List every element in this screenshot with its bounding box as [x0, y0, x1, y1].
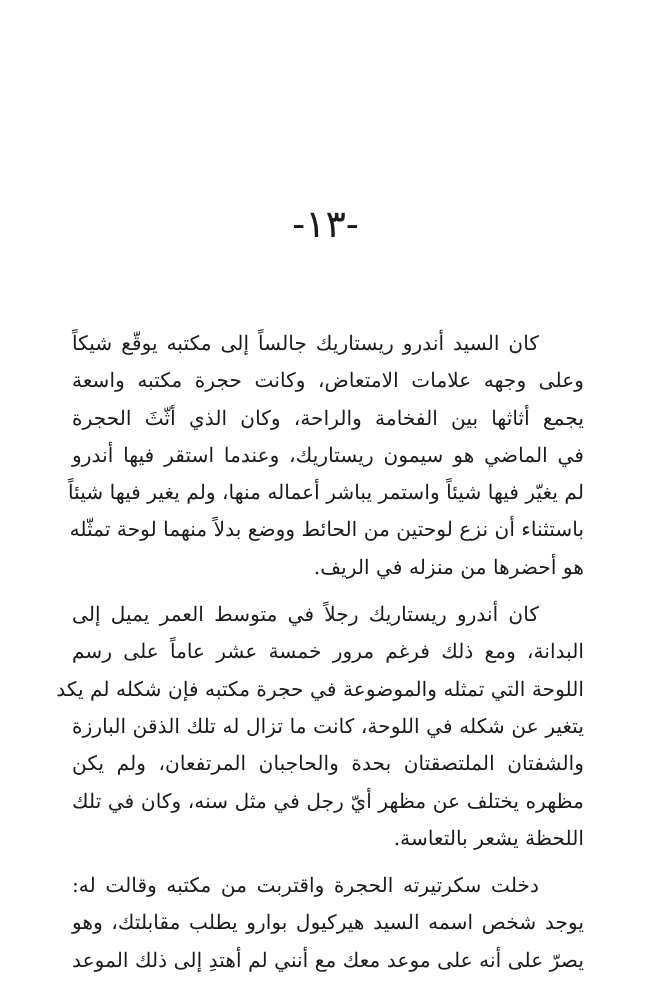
- text-line: باستثناء أن نزع لوحتين من الحائط ووضع بدلاً منهما لوحة تمثّله: [69, 517, 584, 542]
- text-line: والشفتان الملتصقتان بحدة والحاجبان المرتفعان، ولم يكن: [72, 751, 584, 776]
- paragraph-1: [68, 325, 584, 586]
- text-line: يوجد شخص اسمه السيد هيركيول بوارو يطلب مقابلتك، وهو: [72, 910, 584, 935]
- text-line: يصرّ على أنه على موعد معك مع أنني لم أهتدِ إلى ذلك الموعد: [72, 947, 584, 972]
- text-line: يتغير عن شكله في اللوحة، كانت ما تزال له تلك الذقن البارزة: [72, 713, 584, 738]
- text-line: لم يغيّر فيها شيئاً واستمر يباشر أعماله منها، ولم يغير فيها شيئاً: [68, 480, 584, 505]
- paragraph-3: [72, 867, 584, 979]
- paragraph-2: [56, 596, 584, 857]
- text-line: اللوحة التي تمثله والموضوعة في حجرة مكتبه فإن شكله لم يكد: [56, 676, 584, 701]
- text-line: كان أندرو ريستاريك رجلاً في متوسط العمر يميل إلى: [72, 602, 539, 627]
- text-line: هو أحضرها من منزله في الريف.: [313, 554, 584, 579]
- body-text: [56, 325, 584, 979]
- text-line: كان السيد أندرو ريستاريك جالساً إلى مكتبه يوقّع شيكاً: [72, 331, 539, 355]
- text-line: دخلت سكرتيرته الحجرة واقتربت من مكتبه وقالت له:: [72, 873, 539, 898]
- text-line: البدانة، ومع ذلك فرغم مرور خمسة عشر عاماً على رسم: [72, 639, 584, 664]
- text-line: وعلى وجهه علامات الامتعاض، وكانت حجرة مكتبه واسعة: [72, 368, 584, 393]
- text-line: يجمع أثاثها بين الفخامة والراحة، وكان الذي أثّثَ الحجرة: [72, 405, 584, 430]
- text-line: اللحظة يشعر بالتعاسة.: [393, 825, 584, 850]
- text-line: مظهره يختلف عن مظهر أيّ رجل في مثل سنه، وكان في تلك: [72, 788, 584, 813]
- chapter-number: -١٣-: [292, 202, 359, 246]
- text-line: في الماضي هو سيمون ريستاريك، وعندما استقر فيها أندرو: [72, 442, 584, 467]
